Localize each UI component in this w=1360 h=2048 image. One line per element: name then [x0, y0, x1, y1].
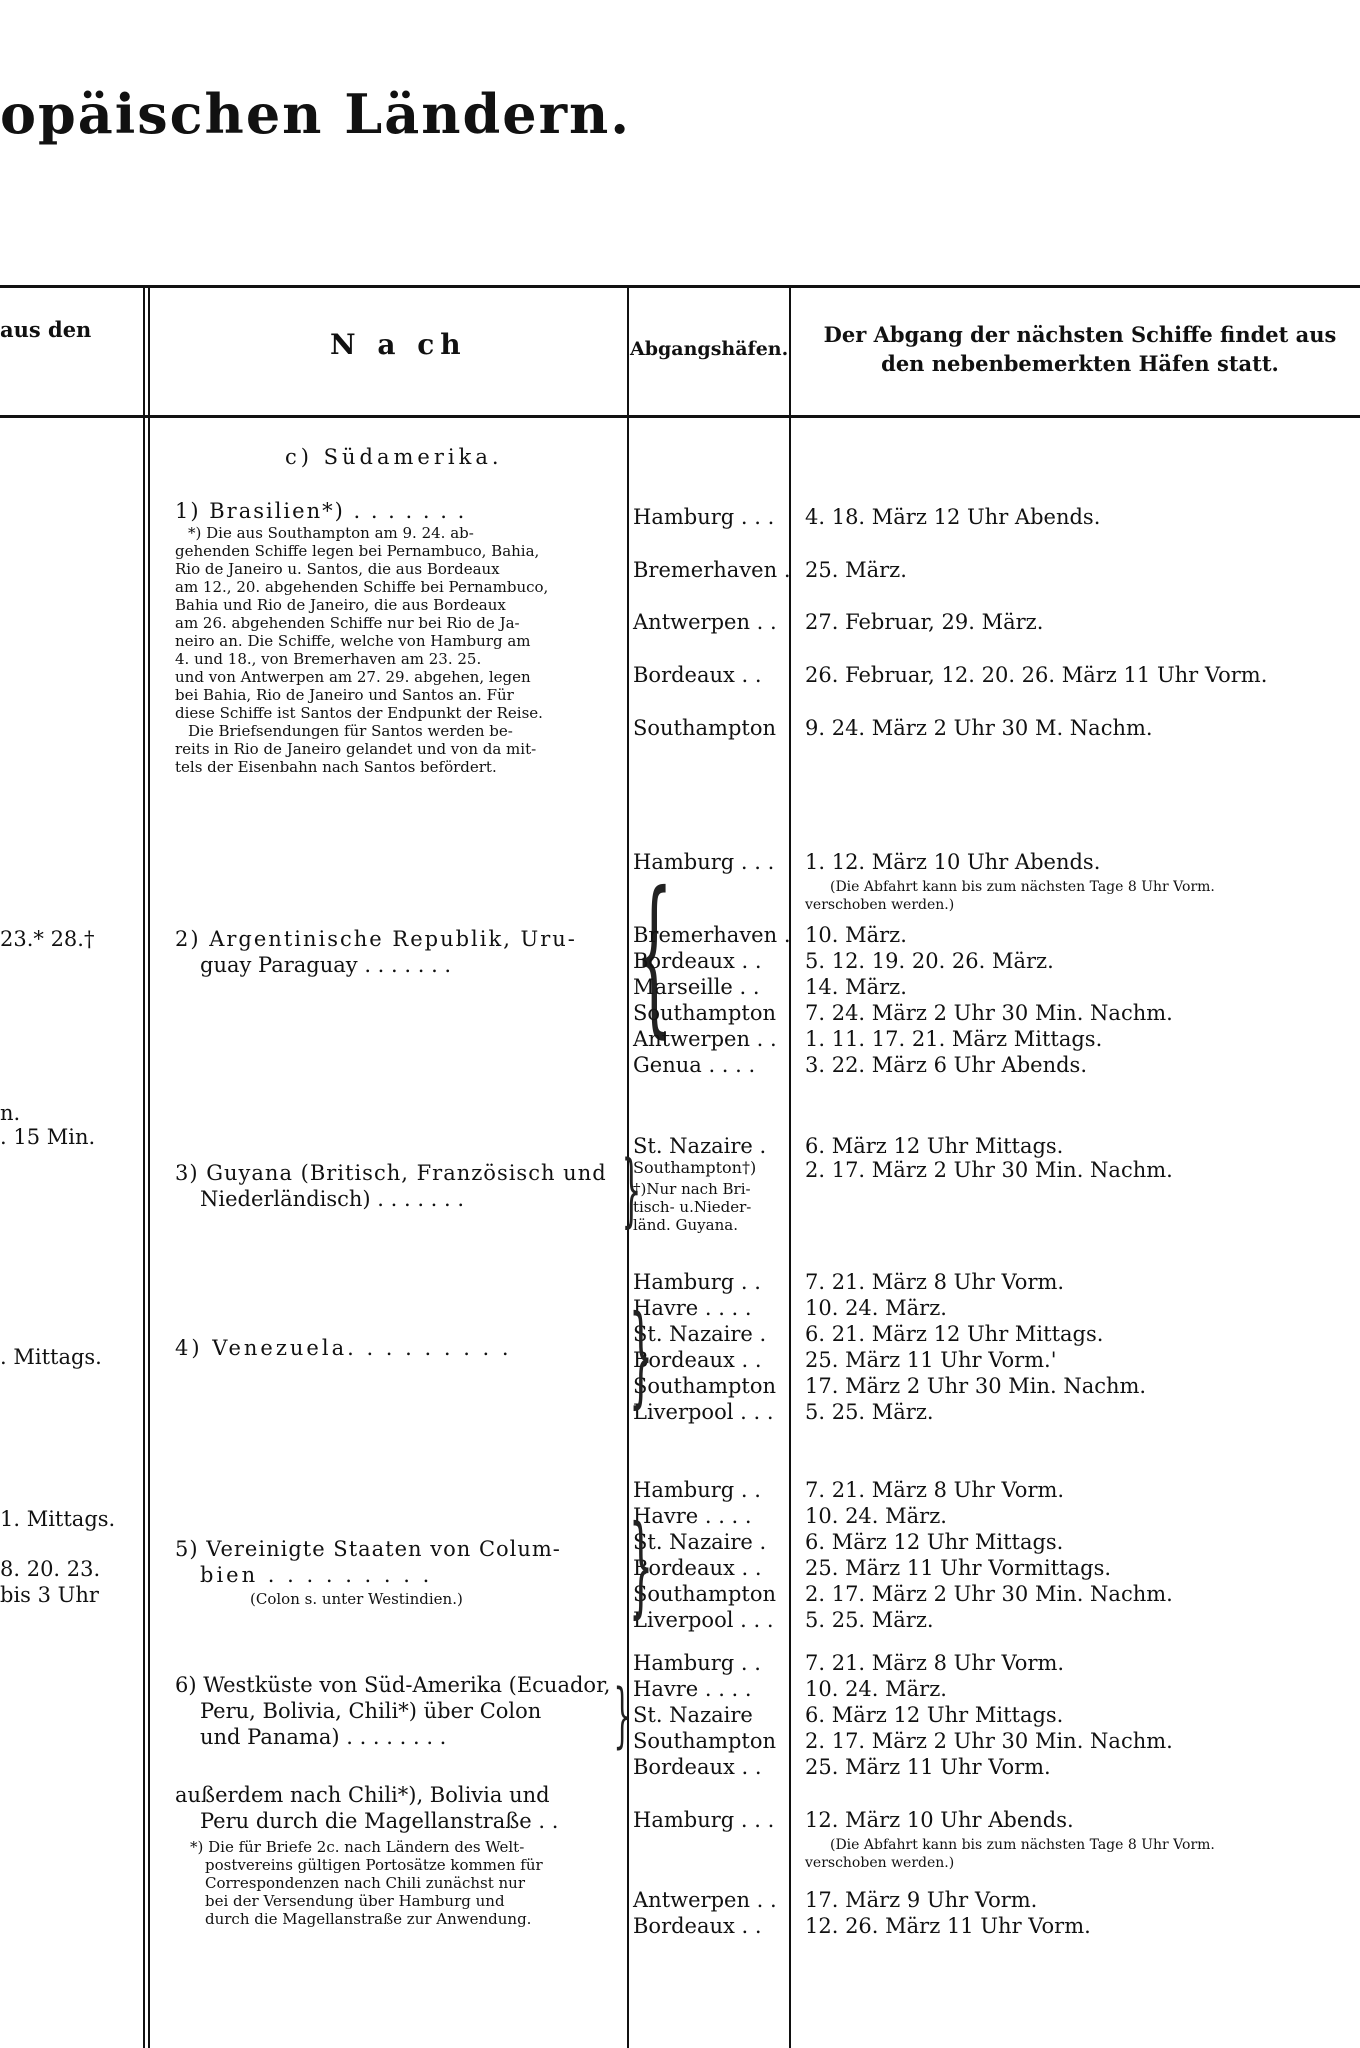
brace-right: } — [628, 1291, 654, 1419]
brasil-note-line: gehenden Schiffe legen bei Pernambuco, Bahia, — [175, 542, 540, 560]
page-title: opäischen Ländern. — [0, 82, 632, 146]
brasil-note-line: am 12., 20. abgehenden Schiffe bei Pernambuco, — [175, 578, 549, 596]
left-column-header: aus den — [0, 317, 92, 342]
port-cell: Southampton — [633, 1582, 777, 1606]
departure-cell: 10. 24. März. — [805, 1504, 947, 1528]
westcoast-title-line-3: und Panama) . . . . . . . . — [200, 1725, 447, 1749]
departure-cell: 25. März. — [805, 558, 907, 582]
brasil-note-line: Die Briefsendungen für Santos werden be- — [188, 722, 513, 740]
departure-cell: 6. März 12 Uhr Mittags. — [805, 1530, 1064, 1554]
port-cell: Southampton — [633, 1001, 777, 1025]
left-fragment-1: 23.* 28.† — [0, 927, 95, 951]
left-fragment-6: 8. 20. 23. — [0, 1557, 101, 1581]
port-cell: Bordeaux . . — [633, 1755, 762, 1779]
westcoast-title-line-1: 6) Westküste von Süd-Amerika (Ecuador, — [175, 1673, 611, 1697]
departure-cell: 2. 17. März 2 Uhr 30 Min. Nachm. — [805, 1158, 1173, 1182]
left-fragment-7: bis 3 Uhr — [0, 1583, 99, 1607]
departure-cell: 5. 12. 19. 20. 26. März. — [805, 949, 1054, 973]
brace-left: { — [635, 856, 674, 1054]
columbia-title-line-2: bien . . . . . . . . . — [200, 1563, 433, 1587]
port-cell: Hamburg . . — [633, 1270, 761, 1294]
departure-cell: 6. 21. März 12 Uhr Mittags. — [805, 1322, 1104, 1346]
port-cell: Havre . . . . — [633, 1677, 752, 1701]
section-title: c) Südamerika. — [285, 445, 503, 469]
table-top-rule — [0, 285, 1360, 288]
departure-cell: 1. 12. März 10 Uhr Abends. — [805, 850, 1101, 874]
port-cell: Southampton — [633, 1729, 777, 1753]
departure-header: Der Abgang der nächsten Schiffe findet aus den nebenbemerkten Häfen statt. — [823, 322, 1337, 376]
argentina-dep-note-2: verschoben werden.) — [805, 897, 955, 913]
departure-cell: 2. 17. März 2 Uhr 30 Min. Nachm. — [805, 1582, 1173, 1606]
brasil-note-line: Rio de Janeiro u. Santos, die aus Bordeaux — [175, 560, 500, 578]
left-fragment-4: . Mittags. — [0, 1345, 102, 1369]
departure-cell: 1. 11. 17. 21. März Mittags. — [805, 1027, 1103, 1051]
departure-cell: 2. 17. März 2 Uhr 30 Min. Nachm. — [805, 1729, 1173, 1753]
departure-cell: 26. Februar, 12. 20. 26. März 11 Uhr Vorm. — [805, 663, 1268, 687]
left-fragment-5: 1. Mittags. — [0, 1507, 116, 1531]
departure-cell: 25. März 11 Uhr Vorm. — [805, 1755, 1051, 1779]
port-cell: Bordeaux . . — [633, 663, 762, 687]
port-cell: Bremerhaven . — [633, 558, 791, 582]
departure-cell: 5. 25. März. — [805, 1400, 934, 1424]
magellan-note-line: Correspondenzen nach Chili zunächst nur — [205, 1874, 526, 1892]
departure-cell: 9. 24. März 2 Uhr 30 M. Nachm. — [805, 716, 1153, 740]
brace-right: } — [628, 1501, 654, 1629]
port-cell: Liverpool . . . — [633, 1400, 774, 1424]
departure-cell: 6. März 12 Uhr Mittags. — [805, 1703, 1064, 1727]
port-cell: Hamburg . . . — [633, 505, 775, 529]
brasil-title: 1) Brasilien*) . . . . . . . — [175, 499, 467, 523]
brace-right: } — [613, 1674, 632, 1756]
magellan-dep-note-2: verschoben werden.) — [805, 1855, 955, 1871]
column-divider-1 — [143, 285, 145, 2048]
departure-cell: 27. Februar, 29. März. — [805, 610, 1044, 634]
port-cell: Hamburg . . — [633, 1651, 761, 1675]
port-cell: Antwerpen . . — [633, 610, 777, 634]
left-fragment-2: n. — [0, 1101, 21, 1125]
guyana-title-line-2: Niederländisch) . . . . . . . — [200, 1187, 465, 1211]
brasil-note-line: am 26. abgehenden Schiffe nur bei Rio de Ja- — [175, 614, 520, 632]
port-cell: Antwerpen . . — [633, 1888, 777, 1912]
departure-cell: 12. 26. März 11 Uhr Vorm. — [805, 1914, 1091, 1938]
argentina-title-line-2: guay Paraguay . . . . . . . — [200, 953, 452, 977]
port-cell: Hamburg . . . — [633, 1808, 775, 1832]
departure-cell: 12. März 10 Uhr Abends. — [805, 1808, 1074, 1832]
brasil-note-line: 4. und 18., von Bremerhaven am 23. 25. — [175, 650, 482, 668]
port-cell: St. Nazaire . — [633, 1322, 767, 1346]
brasil-note-line: tels der Eisenbahn nach Santos befördert. — [175, 758, 497, 776]
departure-cell: 7. 21. März 8 Uhr Vorm. — [805, 1478, 1065, 1502]
departure-cell: 6. März 12 Uhr Mittags. — [805, 1134, 1064, 1158]
guyana-port-note-3: länd. Guyana. — [633, 1216, 738, 1234]
westcoast-title-line-2: Peru, Bolivia, Chili*) über Colon — [200, 1699, 542, 1723]
port-cell: Bordeaux . . — [633, 1914, 762, 1938]
departure-cell: 10. 24. März. — [805, 1296, 947, 1320]
brasil-note-line: bei Bahia, Rio de Janeiro und Santos an. Für — [175, 686, 514, 704]
port-cell: Genua . . . . — [633, 1053, 756, 1077]
venezuela-title: 4) Venezuela. . . . . . . . . — [175, 1336, 512, 1360]
port-cell: St. Nazaire . — [633, 1530, 767, 1554]
argentina-title-line-1: 2) Argentinische Republik, Uru- — [175, 927, 577, 951]
guyana-port-note-1: †)Nur nach Bri- — [633, 1180, 751, 1198]
port-cell: St. Nazaire . — [633, 1134, 767, 1158]
port-cell: Bordeaux . . — [633, 949, 762, 973]
brasil-note-line: und von Antwerpen am 27. 29. abgehen, legen — [175, 668, 531, 686]
departure-cell: 17. März 2 Uhr 30 Min. Nachm. — [805, 1374, 1147, 1398]
port-cell: Bordeaux . . — [633, 1348, 762, 1372]
brasil-note-line: reits in Rio de Janeiro gelandet und von da mit- — [175, 740, 537, 758]
brasil-note-line: neiro an. Die Schiffe, welche von Hamburg am — [175, 632, 531, 650]
departure-cell: 7. 21. März 8 Uhr Vorm. — [805, 1270, 1065, 1294]
departure-cell: 10. März. — [805, 923, 907, 947]
departure-cell: 10. 24. März. — [805, 1677, 947, 1701]
port-cell: Havre . . . . — [633, 1296, 752, 1320]
departure-cell: 25. März 11 Uhr Vorm.' — [805, 1348, 1057, 1372]
column-divider-2 — [148, 285, 150, 2048]
magellan-title-line-1: außerdem nach Chili*), Bolivia und — [175, 1783, 550, 1807]
departure-cell: 4. 18. März 12 Uhr Abends. — [805, 505, 1101, 529]
port-cell: Marseille . . — [633, 975, 760, 999]
departure-cell: 7. 21. März 8 Uhr Vorm. — [805, 1651, 1065, 1675]
magellan-dep-note-1: (Die Abfahrt kann bis zum nächsten Tage 8 Uhr Vorm. — [830, 1837, 1215, 1853]
departure-cell: 25. März 11 Uhr Vormittags. — [805, 1556, 1112, 1580]
guyana-port-note-2: tisch- u.Nieder- — [633, 1198, 752, 1216]
columbia-sub: (Colon s. unter Westindien.) — [250, 1590, 463, 1608]
port-cell: Bordeaux . . — [633, 1556, 762, 1580]
column-divider-4 — [789, 285, 791, 2048]
magellan-note-line: postvereins gültigen Portosätze kommen für — [205, 1856, 543, 1874]
magellan-note-line: bei der Versendung über Hamburg und — [205, 1892, 505, 1910]
port-cell: Southampton†) — [633, 1158, 757, 1177]
brasil-note-line: diese Schiffe ist Santos der Endpunkt der Reise. — [175, 704, 543, 722]
left-fragment-3: . 15 Min. — [0, 1125, 96, 1149]
guyana-title-line-1: 3) Guyana (Britisch, Französisch und — [175, 1161, 607, 1185]
magellan-note-line: durch die Magellanstraße zur Anwendung. — [205, 1910, 532, 1928]
departure-cell: 17. März 9 Uhr Vorm. — [805, 1888, 1038, 1912]
nach-header: N a ch — [330, 328, 467, 361]
port-cell: Southampton — [633, 716, 777, 740]
brace-right: } — [621, 1143, 642, 1236]
port-cell: Southampton — [633, 1374, 777, 1398]
port-cell: Bremerhaven . — [633, 923, 791, 947]
magellan-title-line-2: Peru durch die Magellanstraße . . — [200, 1809, 559, 1833]
departure-cell: 14. März. — [805, 975, 907, 999]
brasil-note-line: Bahia und Rio de Janeiro, die aus Bordeaux — [175, 596, 506, 614]
port-cell: Antwerpen . . — [633, 1027, 777, 1051]
port-cell: St. Nazaire — [633, 1703, 753, 1727]
departure-cell: 7. 24. März 2 Uhr 30 Min. Nachm. — [805, 1001, 1173, 1025]
port-cell: Havre . . . . — [633, 1504, 752, 1528]
argentina-dep-note-1: (Die Abfahrt kann bis zum nächsten Tage 8 Uhr Vorm. — [830, 879, 1215, 895]
brasil-note-line: *) Die aus Southampton am 9. 24. ab- — [188, 524, 474, 542]
magellan-note-line: *) Die für Briefe 2c. nach Ländern des Welt- — [190, 1838, 525, 1856]
header-bottom-rule — [0, 415, 1360, 418]
port-cell: Liverpool . . . — [633, 1608, 774, 1632]
ports-header: Abgangshäfen. — [630, 338, 789, 360]
port-cell: Hamburg . . . — [633, 850, 775, 874]
departure-cell: 3. 22. März 6 Uhr Abends. — [805, 1053, 1088, 1077]
columbia-title-line-1: 5) Vereinigte Staaten von Colum- — [175, 1537, 561, 1561]
departure-cell: 5. 25. März. — [805, 1608, 934, 1632]
port-cell: Hamburg . . — [633, 1478, 761, 1502]
